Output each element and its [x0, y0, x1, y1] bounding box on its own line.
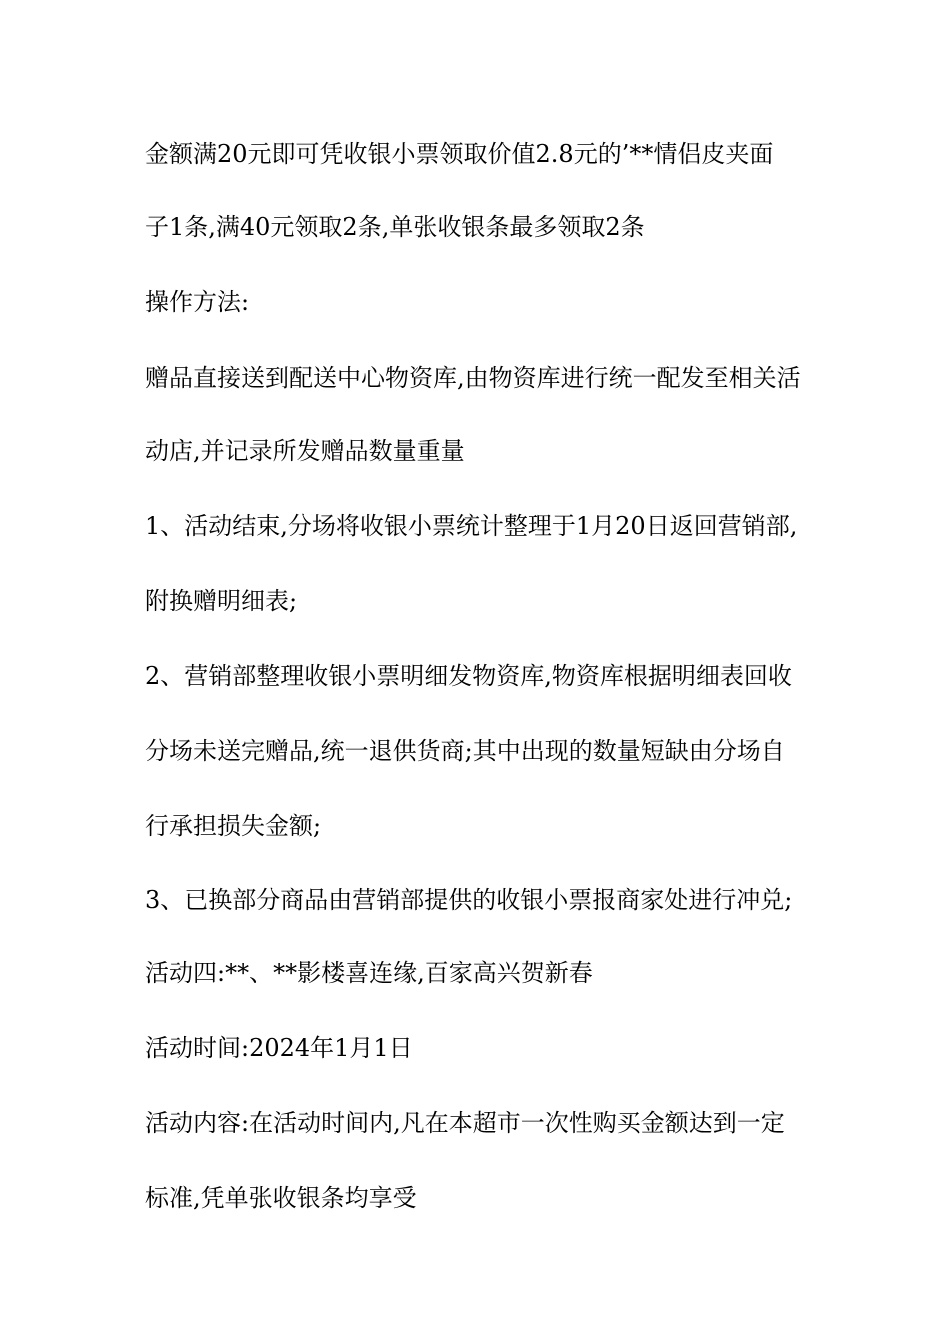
text-line: 1、活动结束,分场将收银小票统计整理于1月20日返回营销部, [145, 512, 798, 540]
text-line: 子1条,满40元领取2条,单张收银条最多领取2条 [145, 213, 645, 241]
text-line: 赠品直接送到配送中心物资库,由物资库进行统一配发至相关活 [145, 364, 801, 392]
text-line: 分场未送完赠品,统一退供货商;其中出现的数量短缺由分场自 [145, 737, 785, 765]
text-line: 活动时间:2024年1月1日 [145, 1034, 413, 1062]
text-line: 活动内容:在活动时间内,凡在本超市一次性购买金额达到一定 [145, 1109, 785, 1137]
text-line: 附换赠明细表; [145, 587, 298, 615]
text-line: 操作方法: [145, 288, 250, 316]
text-line: 动店,并记录所发赠品数量重量 [145, 437, 465, 465]
text-line: 金额满20元即可凭收银小票领取价值2.8元的’**情侣皮夹面 [145, 140, 774, 168]
text-line: 标准,凭单张收银条均享受 [145, 1184, 417, 1212]
text-line: 3、已换部分商品由营销部提供的收银小票报商家处进行冲兑; [145, 886, 793, 914]
text-line: 行承担损失金额; [145, 812, 322, 840]
text-line: 活动四:**、**影楼喜连缘,百家高兴贺新春 [145, 959, 593, 987]
text-line: 2、营销部整理收银小票明细发物资库,物资库根据明细表回收 [145, 662, 792, 690]
